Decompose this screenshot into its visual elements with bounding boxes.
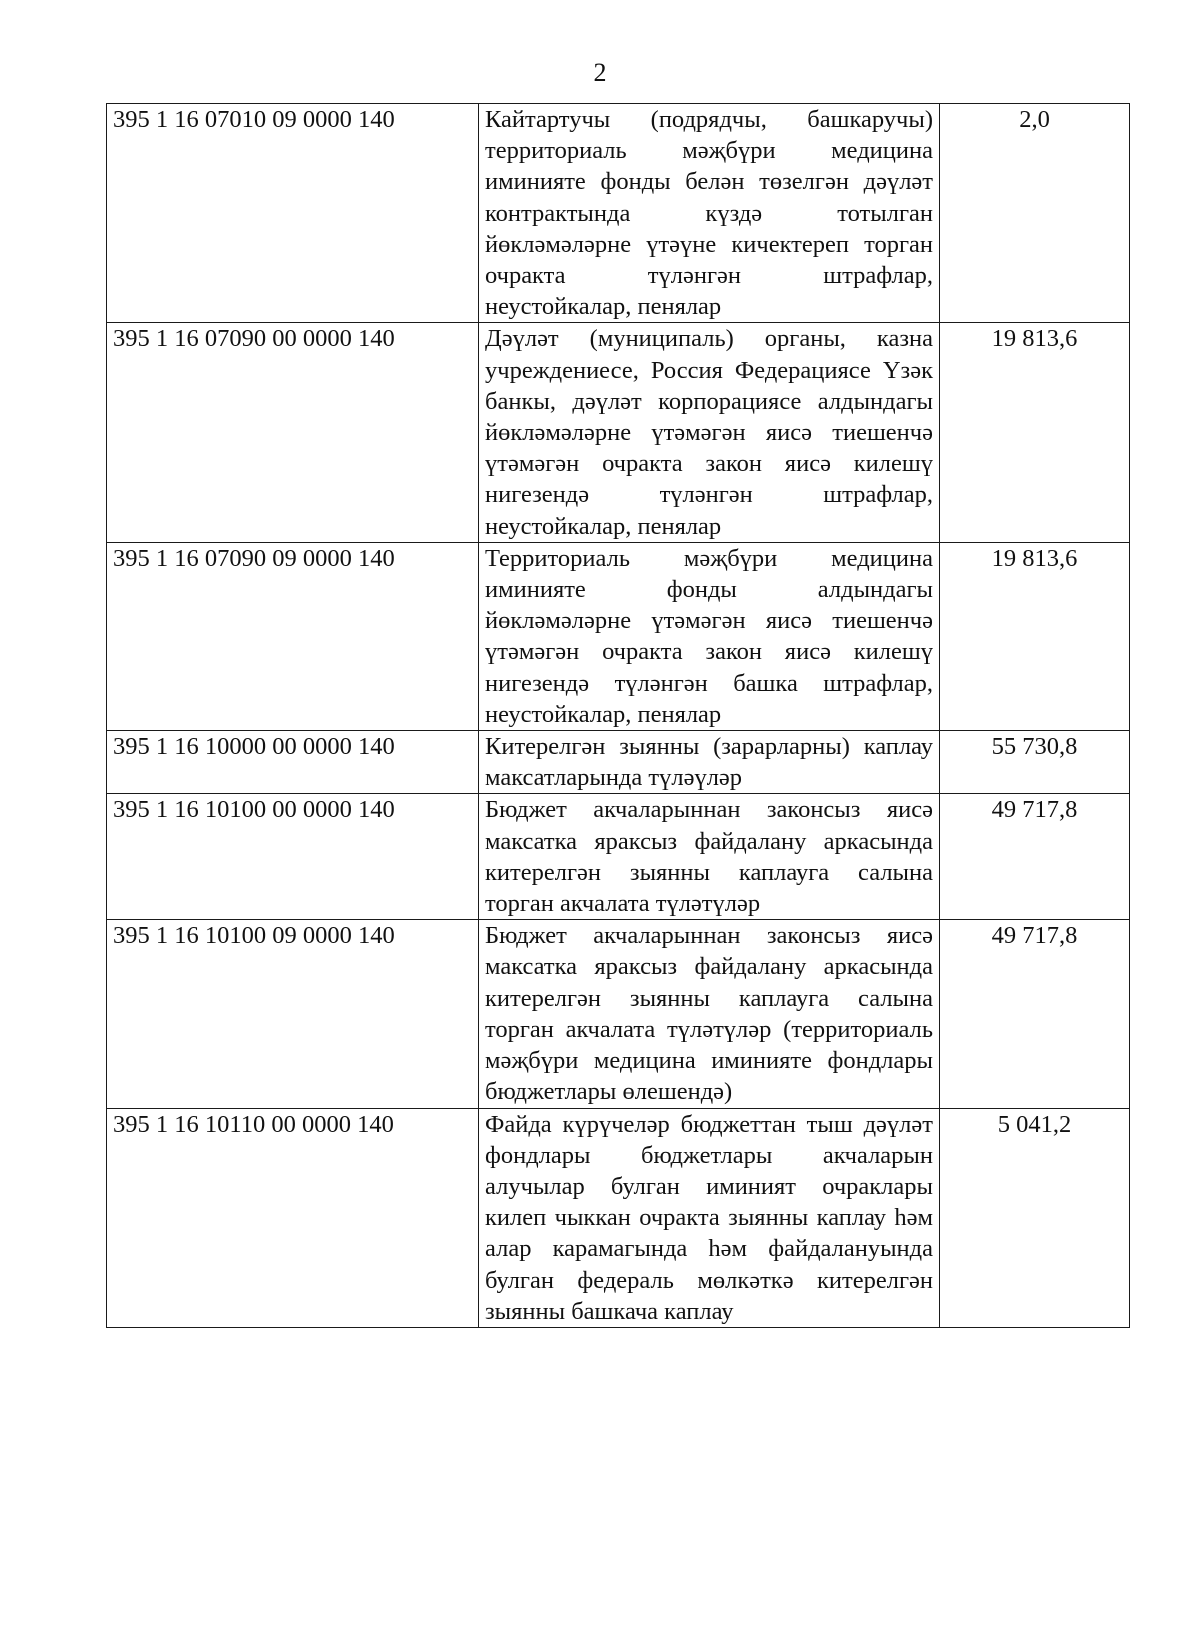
- description-cell: Территориаль мәҗбүри медицина иминияте фонды алдындагы йөкләмәләрне үтәмәгән яисә тиешенчә үтәмәгән очракта закон яисә килешү нигезендә түләнгән башка штрафлар, неустойкалар, пенялар: [479, 542, 940, 730]
- description-cell: Бюджет акчаларыннан законсыз яисә максатка яраксыз файдалану аркасында китерелгән зыянны каплауга салына торган акчалата түләтүләр: [479, 794, 940, 920]
- amount-cell: 49 717,8: [940, 920, 1130, 1108]
- table-row: [107, 323, 1130, 542]
- description-cell: Китерелгән зыянны (зарарларны) каплау максатларында түләүләр: [479, 731, 940, 794]
- budget-code-cell: 395 1 16 10110 00 0000 140: [107, 1108, 479, 1327]
- amount-cell: 19 813,6: [940, 323, 1130, 542]
- amount-cell: 49 717,8: [940, 794, 1130, 920]
- amount-cell: 19 813,6: [940, 542, 1130, 730]
- amount-cell: 2,0: [940, 104, 1130, 323]
- budget-code-cell: 395 1 16 10100 00 0000 140: [107, 794, 479, 920]
- description-cell: Дәүләт (муниципаль) органы, казна учреждениесе, Россия Федерациясе Үзәк банкы, дәүләт корпорациясе алдындагы йөкләмәләрне үтәмәгән яисә тиешенчә үтәмәгән очракта закон яисә килешү нигезендә түләнгән штрафлар, неустойкалар, пенялар: [479, 323, 940, 542]
- budget-revenue-table: [106, 103, 1130, 1328]
- table-row: [107, 1108, 1130, 1327]
- budget-code-cell: 395 1 16 10100 09 0000 140: [107, 920, 479, 1108]
- page-number: 2: [593, 58, 607, 87]
- description-cell: Кайтартучы (подрядчы, башкаручы) территориаль мәҗбүри медицина иминияте фонды белән төзелгән дәүләт контрактында күздә тотылган йөкләмәләрне үтәүне кичектереп торган очракта түләнгән штрафлар, неустойкалар, пенялар: [479, 104, 940, 323]
- table-row: [107, 794, 1130, 920]
- description-cell: Файда күрүчеләр бюджеттан тыш дәүләт фондлары бюджетлары акчаларын алучылар булган иминият очраклары килеп чыккан очракта зыянны каплау һәм алар карамагында һәм файдалануында булган федераль мөлкәткә китерелгән зыянны башкача каплау: [479, 1108, 940, 1327]
- budget-code-cell: 395 1 16 07090 09 0000 140: [107, 542, 479, 730]
- amount-cell: 5 041,2: [940, 1108, 1130, 1327]
- amount-cell: 55 730,8: [940, 731, 1130, 794]
- budget-code-cell: 395 1 16 07010 09 0000 140: [107, 104, 479, 323]
- table-row: [107, 731, 1130, 794]
- budget-code-cell: 395 1 16 10000 00 0000 140: [107, 731, 479, 794]
- description-cell: Бюджет акчаларыннан законсыз яисә максатка яраксыз файдалану аркасында китерелгән зыянны каплауга салына торган акчалата түләтүләр (территориаль мәҗбүри медицина иминияте фондлары бюджетлары өлешендә): [479, 920, 940, 1108]
- table-row: [107, 104, 1130, 323]
- table-row: [107, 920, 1130, 1108]
- table-row: [107, 542, 1130, 730]
- budget-code-cell: 395 1 16 07090 00 0000 140: [107, 323, 479, 542]
